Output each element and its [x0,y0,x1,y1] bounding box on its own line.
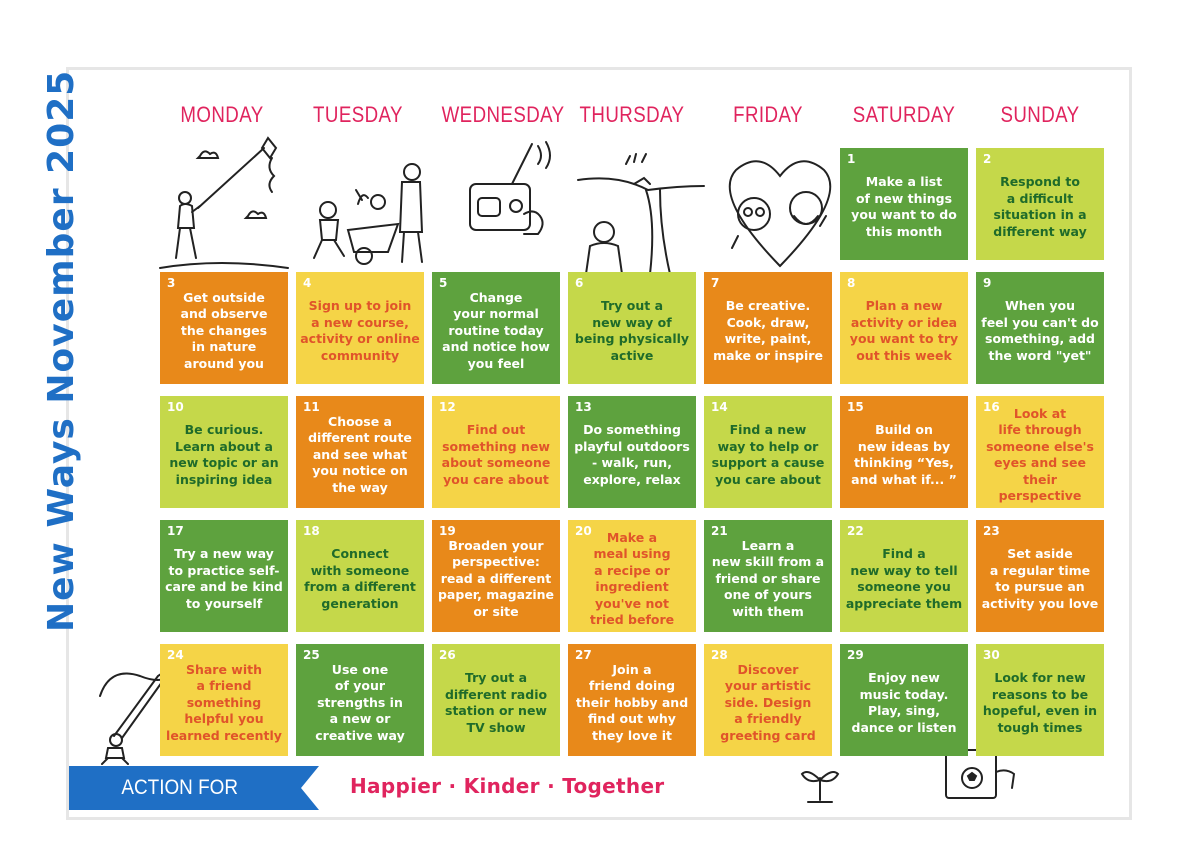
day-activity-text: Plan a new activity or idea you want to try out this week [849,298,959,363]
day-cell [840,272,968,384]
day-cell [296,644,424,756]
day-header-friday: FRIDAY [733,102,803,127]
day-cell [840,520,968,632]
day-activity-text: Be curious. Learn about a new topic or an inspiring idea [169,422,279,487]
day-cell [296,520,424,632]
brand-name: ACTION FOR HAPPINESS [121,776,238,843]
day-cell [568,520,696,632]
day-cell [976,272,1104,384]
day-number: 14 [711,400,728,414]
day-activity-text: Sign up to join a new course, activity or online community [300,298,420,363]
day-number: 24 [167,648,184,662]
day-activity-text: When you feel you can't do something, add the word "yet" [981,298,1099,363]
day-number: 8 [847,276,856,290]
day-activity-text: Set aside a regular time to pursue an activity you love [981,546,1099,611]
day-number: 13 [575,400,592,414]
day-number: 16 [983,400,1000,414]
day-activity-text: Try a new way to practice self- care and be kind to yourself [165,546,283,611]
day-number: 6 [575,276,584,290]
day-number: 17 [167,524,184,538]
day-number: 7 [711,276,720,290]
day-activity-text: Respond to a difficult situation in a different way [993,174,1087,239]
day-number: 28 [711,648,728,662]
day-number: 29 [847,648,864,662]
day-activity-text: Choose a different route and see what you notice on the way [308,413,412,495]
day-cell [704,396,832,508]
day-header-thursday: THURSDAY [579,102,685,127]
day-header-tuesday: TUESDAY [313,102,403,127]
sprout-illustration [800,762,840,804]
day-number: 30 [983,648,1000,662]
day-activity-text: Make a list of new things you want to do this month [851,174,957,239]
day-number: 4 [303,276,312,290]
day-cell [976,520,1104,632]
day-cell [976,396,1104,508]
day-number: 26 [439,648,456,662]
day-header-monday: MONDAY [180,102,264,127]
day-number: 19 [439,524,456,538]
day-cell [568,396,696,508]
day-activity-text: Build on new ideas by thinking “Yes, and what if... ” [851,422,957,487]
tagline: Happier · Kinder · Together [350,774,665,798]
kite-flyer-illustration [160,128,290,273]
day-cell [432,272,560,384]
day-cell [976,644,1104,756]
day-number: 25 [303,648,320,662]
day-header-sunday: SUNDAY [1000,102,1080,127]
day-cell [160,520,288,632]
day-number: 23 [983,524,1000,538]
day-activity-text: Enjoy new music today. Play, sing, dance or listen [851,670,957,735]
day-cell [704,520,832,632]
day-activity-text: Share with a friend something helpful you learned recently [166,661,282,743]
day-number: 12 [439,400,456,414]
day-activity-text: Change your normal routine today and notice how you feel [442,289,550,371]
calendar-title: New Ways November 2025 [41,69,82,632]
day-activity-text: Do something playful outdoors - walk, run, explore, relax [574,422,690,487]
day-number: 21 [711,524,728,538]
day-number: 3 [167,276,176,290]
day-activity-text: Connect with someone from a different generation [304,546,416,611]
day-number: 10 [167,400,184,414]
day-activity-text: Make a meal using a recipe or ingredient you've not tried before [589,529,675,627]
day-cell [976,148,1104,260]
radio-illustration [466,140,556,250]
day-activity-text: Find a new way to help or support a cause you care about [711,422,825,487]
day-number: 22 [847,524,864,538]
day-cell [704,644,832,756]
day-cell [160,396,288,508]
tree-birds-illustration [576,150,706,275]
day-number: 18 [303,524,320,538]
day-activity-text: Be creative. Cook, draw, write, paint, make or inspire [713,298,823,363]
day-cell [432,644,560,756]
day-cell [568,272,696,384]
day-number: 20 [575,524,592,538]
day-activity-text: Find out something new about someone you care about [441,422,551,487]
day-cell [840,644,968,756]
day-activity-text: Find a new way to tell someone you appreciate them [845,546,963,611]
day-cell [296,396,424,508]
day-header-saturday: SATURDAY [852,102,956,127]
day-number: 1 [847,152,856,166]
day-activity-text: Use one of your strengths in a new or creative way [315,661,405,743]
day-activity-text: Broaden your perspective: read a different paper, magazine or site [437,537,554,619]
day-cell [840,148,968,260]
day-number: 2 [983,152,992,166]
day-activity-text: Join a friend doing their hobby and find out why they love it [575,661,689,743]
day-cell [840,396,968,508]
day-cell [432,396,560,508]
day-activity-text: Try out a new way of being physically active [574,298,690,363]
day-number: 11 [303,400,320,414]
day-cell [432,520,560,632]
day-cell [160,272,288,384]
day-header-wednesday: WEDNESDAY [441,102,565,127]
day-activity-text: Discover your artistic side. Design a friendly greeting card [720,661,816,743]
day-number: 27 [575,648,592,662]
day-number: 15 [847,400,864,414]
day-number: 5 [439,276,448,290]
day-activity-text: Try out a different radio station or new TV show [444,670,548,735]
day-cell [160,644,288,756]
day-cell [296,272,424,384]
day-activity-text: Look at life through someone else's eyes and see their perspective [986,405,1094,503]
family-wheelbarrow-illustration [298,160,438,268]
day-activity-text: Look for new reasons to be hopeful, even in tough times [982,670,1098,735]
day-cell [704,272,832,384]
day-activity-text: Get outside and observe the changes in nature around you [180,289,268,371]
day-activity-text: Learn a new skill from a friend or share one of yours with them [711,537,825,619]
day-number: 9 [983,276,992,290]
friends-heart-illustration [720,156,840,274]
day-cell [568,644,696,756]
